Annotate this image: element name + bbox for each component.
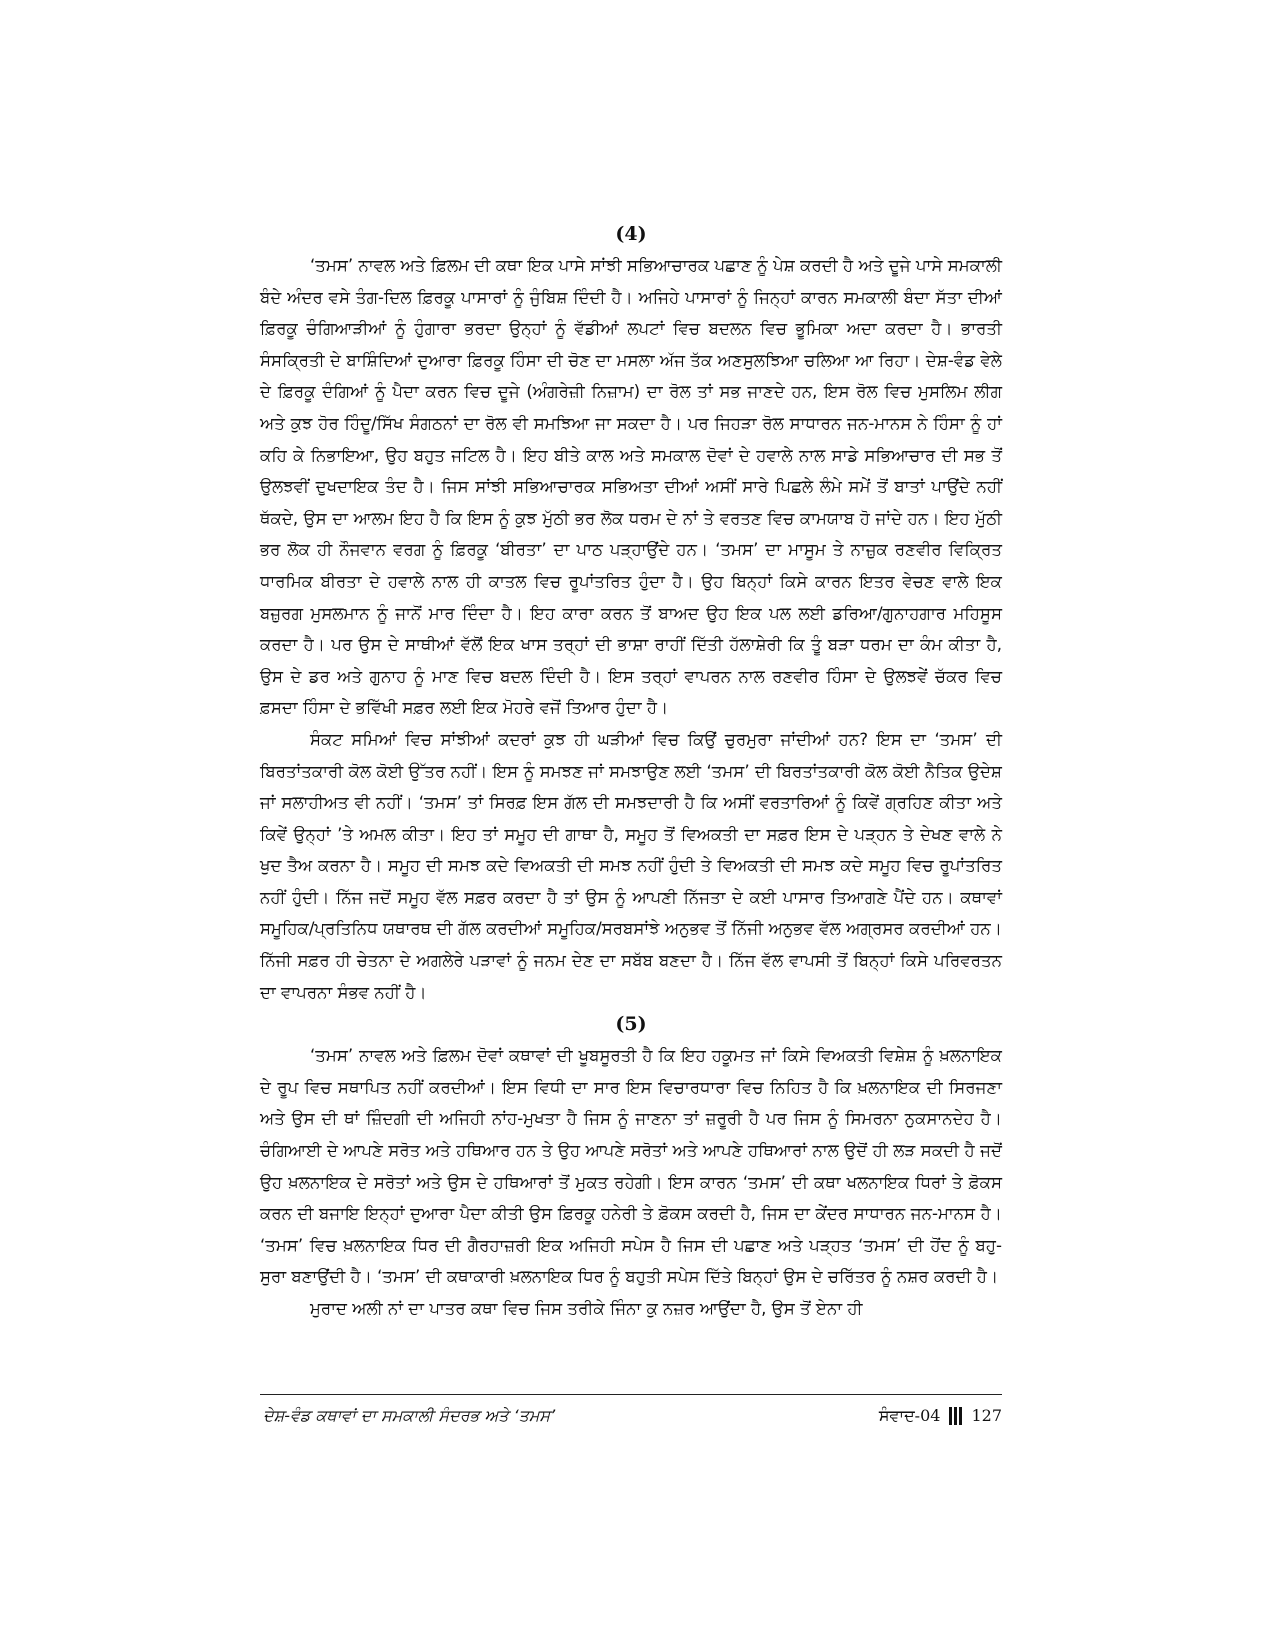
section-number: (4) [615, 223, 647, 245]
footer-page-info [879, 1405, 1002, 1427]
page-number: 127 [971, 1406, 1002, 1425]
footer-divider [260, 1394, 1002, 1395]
paragraph: ‘ਤਮਸ’ ਨਾਵਲ ਅਤੇ ਫ਼ਿਲਮ ਦੋਵਾਂ ਕਥਾਵਾਂ ਦੀ ਖੂਬਸੂਰਤੀ ਹੈ ਕਿ ਇਹ ਹਕੂਮਤ ਜਾਂ ਕਿਸੇ ਵਿਅਕਤੀ ਵਿਸ਼ੇਸ਼ ਨੂੰ ਖ਼ਲਨਾਇਕ ਦੇ ਰੂਪ ਵਿਚ ਸਥਾਪਿਤ ਨਹੀਂ ਕਰਦੀਆਂ। ਇਸ ਵਿਧੀ ਦਾ ਸਾਰ ਇਸ ਵਿਚਾਰਧਾਰਾ ਵਿਚ ਨਿਹਿਤ ਹੈ ਕਿ ਖ਼ਲਨਾਇਕ ਦੀ ਸਿਰਜਣਾ ਅਤੇ ਉਸ ਦੀ ਥਾਂ ਜ਼ਿੰਦਗੀ ਦੀ ਅਜਿਹੀ ਨਾਂਹ-ਮੁਖਤਾ ਹੈ ਜਿਸ ਨੂੰ ਜਾਣਨਾ ਤਾਂ ਜ਼ਰੂਰੀ ਹੈ ਪਰ ਜਿਸ ਨੂੰ ਸਿਮਰਨਾ ਨੁਕਸਾਨਦੇਹ ਹੈ। ਚੰਗਿਆਈ ਦੇ ਆਪਣੇ ਸਰੋਤ ਅਤੇ ਹਥਿਆਰ ਹਨ ਤੇ ਉਹ ਆਪਣੇ ਸਰੋਤਾਂ ਅਤੇ ਆਪਣੇ ਹਥਿਆਰਾਂ ਨਾਲ ਉਦੋਂ ਹੀ ਲੜ ਸਕਦੀ ਹੈ ਜਦੋਂ ਉਹ ਖ਼ਲਨਾਇਕ ਦੇ ਸਰੋਤਾਂ ਅਤੇ ਉਸ ਦੇ ਹਥਿਆਰਾਂ ਤੋਂ ਮੁਕਤ ਰਹੇਗੀ। ਇਸ ਕਾਰਨ ‘ਤਮਸ’ ਦੀ ਕਥਾ ਖਲਨਾਇਕ ਧਿਰਾਂ ਤੇ ਫ਼ੋਕਸ ਕਰਨ ਦੀ ਬਜਾਇ ਇਨ੍ਹਾਂ ਦੁਆਰਾ ਪੈਦਾ ਕੀਤੀ ਉਸ ਫ਼ਿਰਕੂ ਹਨੇਰੀ ਤੇ ਫ਼ੋਕਸ ਕਰਦੀ ਹੈ, ਜਿਸ ਦਾ ਕੇਂਦਰ ਸਾਧਾਰਨ ਜਨ-ਮਾਨਸ ਹੈ। ‘ਤਮਸ’ ਵਿਚ ਖ਼ਲਨਾਇਕ ਧਿਰ ਦੀ ਗੈਰਹਾਜ਼ਰੀ ਇਕ ਅਜਿਹੀ ਸਪੇਸ ਹੈ ਜਿਸ ਦੀ ਪਛਾਣ ਅਤੇ ਪੜ੍ਹਤ ‘ਤਮਸ’ ਦੀ ਹੋਂਦ ਨੂੰ ਬਹੁ-ਸੁਰਾ ਬਣਾਉਂਦੀ ਹੈ। ‘ਤਮਸ’ ਦੀ ਕਥਾਕਾਰੀ ਖ਼ਲਨਾਇਕ ਧਿਰ ਨੂੰ ਬਹੁਤੀ ਸਪੇਸ ਦਿੱਤੇ ਬਿਨ੍ਹਾਂ ਉਸ ਦੇ ਚਰਿੱਤਰ ਨੂੰ ਨਸ਼ਰ ਕਰਦੀ ਹੈ। [260, 1046, 1002, 1287]
paragraph: ਮੁਰਾਦ ਅਲੀ ਨਾਂ ਦਾ ਪਾਤਰ ਕਥਾ ਵਿਚ ਜਿਸ ਤਰੀਕੇ ਜਿੰਨਾ ਕੁ ਨਜ਼ਰ ਆਉਂਦਾ ਹੈ, ਉਸ ਤੋਂ ਏਨਾ ਹੀ [310, 1299, 863, 1318]
paragraph: ‘ਤਮਸ’ ਨਾਵਲ ਅਤੇ ਫ਼ਿਲਮ ਦੀ ਕਥਾ ਇਕ ਪਾਸੇ ਸਾਂਝੀ ਸਭਿਆਚਾਰਕ ਪਛਾਣ ਨੂੰ ਪੇਸ਼ ਕਰਦੀ ਹੈ ਅਤੇ ਦੂਜੇ ਪਾਸੇ ਸਮਕਾਲੀ ਬੰਦੇ ਅੰਦਰ ਵਸੇ ਤੰਗ-ਦਿਲ ਫ਼ਿਰਕੂ ਪਾਸਾਰਾਂ ਨੂੰ ਜੁੰਬਿਸ਼ ਦਿੰਦੀ ਹੈ। ਅਜਿਹੇ ਪਾਸਾਰਾਂ ਨੂੰ ਜਿਨ੍ਹਾਂ ਕਾਰਨ ਸਮਕਾਲੀ ਬੰਦਾ ਸੱਤਾ ਦੀਆਂ ਫ਼ਿਰਕੂ ਚੰਗਿਆੜੀਆਂ ਨੂੰ ਹੁੰਗਾਰਾ ਭਰਦਾ ਉਨ੍ਹਾਂ ਨੂੰ ਵੱਡੀਆਂ ਲਪਟਾਂ ਵਿਚ ਬਦਲਨ ਵਿਚ ਭੂਮਿਕਾ ਅਦਾ ਕਰਦਾ ਹੈ। ਭਾਰਤੀ ਸੰਸਕ੍ਰਿਤੀ ਦੇ ਬਾਸ਼ਿੰਦਿਆਂ ਦੁਆਰਾ ਫ਼ਿਰਕੂ ਹਿੰਸਾ ਦੀ ਚੋਣ ਦਾ ਮਸਲਾ ਅੱਜ ਤੱਕ ਅਣਸੁਲਝਿਆ ਚਲਿਆ ਆ ਰਿਹਾ। ਦੇਸ਼-ਵੰਡ ਵੇਲੇ ਦੇ ਫ਼ਿਰਕੂ ਦੰਗਿਆਂ ਨੂੰ ਪੈਦਾ ਕਰਨ ਵਿਚ ਦੂਜੇ (ਅੰਗਰੇਜ਼ੀ ਨਿਜ਼ਾਮ) ਦਾ ਰੋਲ ਤਾਂ ਸਭ ਜਾਣਦੇ ਹਨ, ਇਸ ਰੋਲ ਵਿਚ ਮੁਸਲਿਮ ਲੀਗ ਅਤੇ ਕੁਝ ਹੋਰ ਹਿੰਦੂ/ਸਿੱਖ ਸੰਗਠਨਾਂ ਦਾ ਰੋਲ ਵੀ ਸਮਝਿਆ ਜਾ ਸਕਦਾ ਹੈ। ਪਰ ਜਿਹੜਾ ਰੋਲ ਸਾਧਾਰਨ ਜਨ-ਮਾਨਸ ਨੇ ਹਿੰਸਾ ਨੂੰ ਹਾਂ ਕਹਿ ਕੇ ਨਿਭਾਇਆ, ਉਹ ਬਹੁਤ ਜਟਿਲ ਹੈ। ਇਹ ਬੀਤੇ ਕਾਲ ਅਤੇ ਸਮਕਾਲ ਦੋਵਾਂ ਦੇ ਹਵਾਲੇ ਨਾਲ ਸਾਡੇ ਸਭਿਆਚਾਰ ਦੀ ਸਭ ਤੋਂ ਉਲਝਵੀਂ ਦੁਖਦਾਇਕ ਤੰਦ ਹੈ। ਜਿਸ ਸਾਂਝੀ ਸਭਿਆਚਾਰਕ ਸਭਿਅਤਾ ਦੀਆਂ ਅਸੀਂ ਸਾਰੇ ਪਿਛਲੇ ਲੰਮੇ ਸਮੇਂ ਤੋਂ ਬਾਤਾਂ ਪਾਉਂਦੇ ਨਹੀਂ ਥੱਕਦੇ, ਉਸ ਦਾ ਆਲਮ ਇਹ ਹੈ ਕਿ ਇਸ ਨੂੰ ਕੁਝ ਮੁੱਠੀ ਭਰ ਲੋਕ ਧਰਮ ਦੇ ਨਾਂ ਤੇ ਵਰਤਣ ਵਿਚ ਕਾਮਯਾਬ ਹੋ ਜਾਂਦੇ ਹਨ। ਇਹ ਮੁੱਠੀ ਭਰ ਲੋਕ ਹੀ ਨੌਜਵਾਨ ਵਰਗ ਨੂੰ ਫ਼ਿਰਕੂ ‘ਬੀਰਤਾ’ ਦਾ ਪਾਠ ਪੜ੍ਹਾਉਂਦੇ ਹਨ। ‘ਤਮਸ’ ਦਾ ਮਾਸੂਮ ਤੇ ਨਾਜ਼ੁਕ ਰਣਵੀਰ ਵਿਕ੍ਰਿਤ ਧਾਰਮਿਕ ਬੀਰਤਾ ਦੇ ਹਵਾਲੇ ਨਾਲ ਹੀ ਕਾਤਲ ਵਿਚ ਰੂਪਾਂਤਰਿਤ ਹੁੰਦਾ ਹੈ। ਉਹ ਬਿਨ੍ਹਾਂ ਕਿਸੇ ਕਾਰਨ ਇਤਰ ਵੇਚਣ ਵਾਲੇ ਇਕ ਬਜ਼ੁਰਗ ਮੁਸਲਮਾਨ ਨੂੰ ਜਾਨੋਂ ਮਾਰ ਦਿੰਦਾ ਹੈ। ਇਹ ਕਾਰਾ ਕਰਨ ਤੋਂ ਬਾਅਦ ਉਹ ਇਕ ਪਲ ਲਈ ਡਰਿਆ/ਗੁਨਾਹਗਾਰ ਮਹਿਸੂਸ ਕਰਦਾ ਹੈ। ਪਰ ਉਸ ਦੇ ਸਾਥੀਆਂ ਵੱਲੋਂ ਇਕ ਖਾਸ ਤਰ੍ਹਾਂ ਦੀ ਭਾਸ਼ਾ ਰਾਹੀਂ ਦਿੱਤੀ ਹੱਲਾਸ਼ੇਰੀ ਕਿ ਤੂੰ ਬੜਾ ਧਰਮ ਦਾ ਕੰਮ ਕੀਤਾ ਹੈ, ਉਸ ਦੇ ਡਰ ਅਤੇ ਗੁਨਾਹ ਨੂੰ ਮਾਣ ਵਿਚ ਬਦਲ ਦਿੰਦੀ ਹੈ। ਇਸ ਤਰ੍ਹਾਂ ਵਾਪਰਨ ਨਾਲ ਰਣਵੀਰ ਹਿੰਸਾ ਦੇ ਉਲਝਵੇਂ ਚੱਕਰ ਵਿਚ ਫ਼ਸਦਾ ਹਿੰਸਾ ਦੇ ਭਵਿੱਖੀ ਸਫ਼ਰ ਲਈ ਇਕ ਮੋਹਰੇ ਵਜੋਂ ਤਿਆਰ ਹੁੰਦਾ ਹੈ। [260, 256, 1002, 718]
journal-name: ਸੰਵਾਦ-04 [878, 1406, 941, 1425]
page-body [260, 218, 1002, 1325]
running-title: ਦੇਸ਼-ਵੰਡ ਕਥਾਵਾਂ ਦਾ ਸਮਕਾਲੀ ਸੰਦਰਭ ਅਤੇ ‘ਤਮਸ’ [263, 1406, 556, 1425]
section-number: (5) [615, 1013, 647, 1036]
separator-bars-icon [949, 1407, 962, 1425]
paragraph: ਸੰਕਟ ਸਮਿਆਂ ਵਿਚ ਸਾਂਝੀਆਂ ਕਦਰਾਂ ਕੁਝ ਹੀ ਘੜੀਆਂ ਵਿਚ ਕਿਉਂ ਚੁਰਮੁਰਾ ਜਾਂਦੀਆਂ ਹਨ? ਇਸ ਦਾ ‘ਤਮਸ’ ਦੀ ਬਿਰਤਾਂਤਕਾਰੀ ਕੋਲ ਕੋਈ ਉੱਤਰ ਨਹੀਂ। ਇਸ ਨੂੰ ਸਮਝਣ ਜਾਂ ਸਮਝਾਉਣ ਲਈ ‘ਤਮਸ’ ਦੀ ਬਿਰਤਾਂਤਕਾਰੀ ਕੋਲ ਕੋਈ ਨੈਤਿਕ ਉਦੇਸ਼ ਜਾਂ ਸਲਾਹੀਅਤ ਵੀ ਨਹੀਂ। ‘ਤਮਸ’ ਤਾਂ ਸਿਰਫ਼ ਇਸ ਗੱਲ ਦੀ ਸਮਝਦਾਰੀ ਹੈ ਕਿ ਅਸੀਂ ਵਰਤਾਰਿਆਂ ਨੂੰ ਕਿਵੇਂ ਗ੍ਰਹਿਣ ਕੀਤਾ ਅਤੇ ਕਿਵੇਂ ਉਨ੍ਹਾਂ ’ਤੇ ਅਮਲ ਕੀਤਾ। ਇਹ ਤਾਂ ਸਮੂਹ ਦੀ ਗਾਥਾ ਹੈ, ਸਮੂਹ ਤੋਂ ਵਿਅਕਤੀ ਦਾ ਸਫ਼ਰ ਇਸ ਦੇ ਪੜ੍ਹਨ ਤੇ ਦੇਖਣ ਵਾਲੇ ਨੇ ਖੁਦ ਤੈਅ ਕਰਨਾ ਹੈ। ਸਮੂਹ ਦੀ ਸਮਝ ਕਦੇ ਵਿਅਕਤੀ ਦੀ ਸਮਝ ਨਹੀਂ ਹੁੰਦੀ ਤੇ ਵਿਅਕਤੀ ਦੀ ਸਮਝ ਕਦੇ ਸਮੂਹ ਵਿਚ ਰੂਪਾਂਤਰਿਤ ਨਹੀਂ ਹੁੰਦੀ। ਨਿੱਜ ਜਦੋਂ ਸਮੂਹ ਵੱਲ ਸਫ਼ਰ ਕਰਦਾ ਹੈ ਤਾਂ ਉਸ ਨੂੰ ਆਪਣੀ ਨਿੱਜਤਾ ਦੇ ਕਈ ਪਾਸਾਰ ਤਿਆਗਣੇ ਪੈਂਦੇ ਹਨ। ਕਥਾਵਾਂ ਸਮੂਹਿਕ/ਪ੍ਰਤਿਨਿਧ ਯਥਾਰਥ ਦੀ ਗੱਲ ਕਰਦੀਆਂ ਸਮੂਹਿਕ/ਸਰਬਸਾਂਝੇ ਅਨੁਭਵ ਤੋਂ ਨਿੱਜੀ ਅਨੁਭਵ ਵੱਲ ਅਗ੍ਰਸਰ ਕਰਦੀਆਂ ਹਨ। ਨਿੱਜੀ ਸਫ਼ਰ ਹੀ ਚੇਤਨਾ ਦੇ ਅਗਲੇਰੇ ਪੜਾਵਾਂ ਨੂੰ ਜਨਮ ਦੇਣ ਦਾ ਸਬੱਬ ਬਣਦਾ ਹੈ। ਨਿੱਜ ਵੱਲ ਵਾਪਸੀ ਤੋਂ ਬਿਨ੍ਹਾਂ ਕਿਸੇ ਪਰਿਵਰਤਨ ਦਾ ਵਾਪਰਨਾ ਸੰਭਵ ਨਹੀਂ ਹੈ। [260, 729, 1002, 1002]
